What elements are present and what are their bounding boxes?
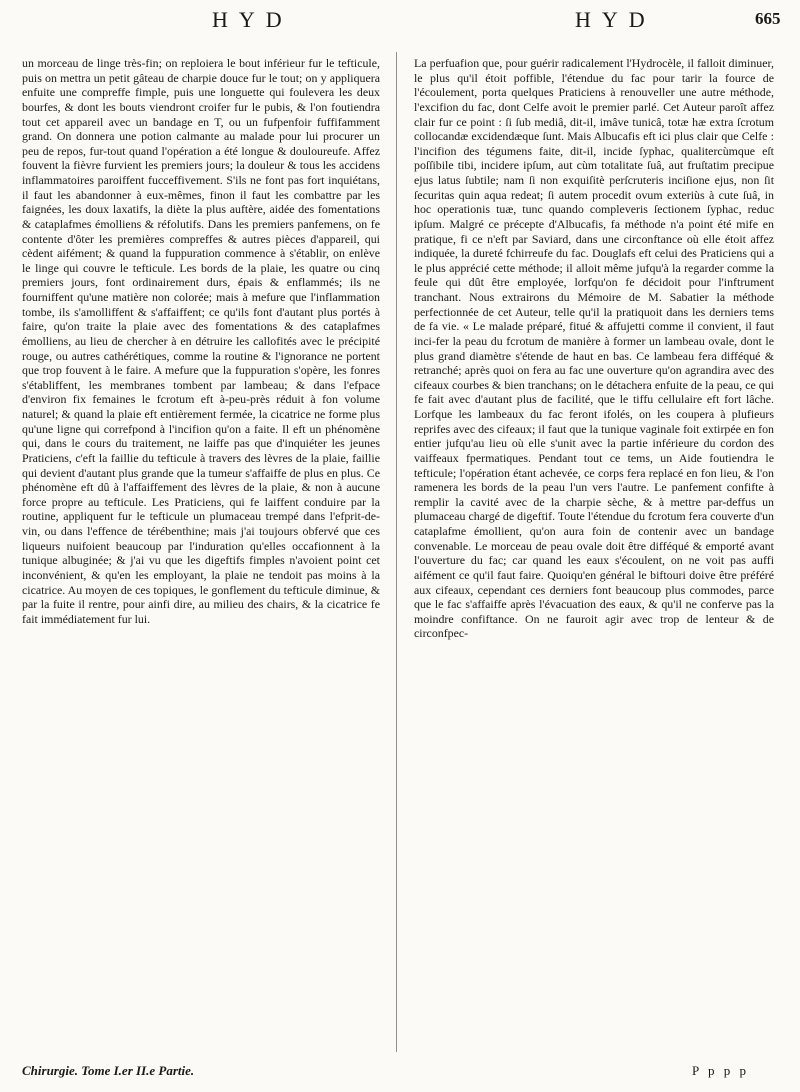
running-head-left: HYD xyxy=(212,7,293,32)
running-head-right: HYD xyxy=(575,7,656,32)
page-number: 665 xyxy=(755,9,781,28)
left-column-paragraph: un morceau de linge très-fin; on reploiera le bout inférieur fur le tefticule, puis on mettra un petit gâteau de charpie douce fur le tout; on y appliquera enfuite une compreffe fimple, puis une longuette qui foulevera les deux bourfes, & dont les bouts viendront croifer fur le pubis, & l'on foutiendra tout cet appareil avec un bandage en T, ou un fufpenfoir fuffifamment grand. On donnera une potion calmante au malade pour lui procurer un peu de repos, fur-tout quand l'opération a été longue & douloureufe. Affez fouvent la fièvre furvient les premiers jours; la douleur & tous les accidens inflammatoires paroiffent fucceffivement. S'ils ne font pas fort inquiétans, il faut les abandonner à eux-mêmes, finon il faut les combattre par les faignées, les doux laxatifs, la diète la plus auftère, aidée des fomentations & cataplafmes émolliens & réfolutifs. Dans les premiers panfemens, on fe contente d'ôter les premières compreffes & autres pièces d'appareil, qui cèdent aifément; & quand la fuppuration commence à s'établir, on enlève le linge qui couvre le tefticule. Les bords de la plaie, les quatre ou cinq premiers jours, font ordinairement durs, épais & enflammés; ils ne fourniffent qu'une matière non colorée; mais à mefure que l'inflammation tombe, ils s'amolliffent & s'affaiffent; ce qu'ils font d'autant plus portés à faire, qu'on traite la plaie avec des fomentations & des cataplafmes émolliens, au lieu de chercher à en détruire les callofités avec le précipité rouge, ou autres cathérétiques, comme la routine & l'ignorance ne portent que trop fouvent à le faire. A mefure que la fuppuration s'opère, les fonres s'établiffent, les membranes tombent par lambeau; & dans l'efpace d'environ fix femaines le fcrotum eft à-peu-près réduit à fon volume naturel; & quand la plaie eft entièrement fermée, la cicatrice ne forme plus qu'une ligne qui correfpond à l'incifion qu'on a faite. Il eft un phénomène qui, dans le cours du traitement, ne laiffe pas que d'inquiéter les jeunes Praticiens, c'eft la faillie du tefticule à travers des lèvres de la plaie, faillie qui devient d'autant plus grande que la tumeur s'affaiffe de plus en plus. Ce phénomène eft dû à l'affaiffement des lèvres de la plaie, & non à aucune force propre au tefticule. Les Praticiens, qui fe laiffent conduire par la routine, appliquent fur le tefticule un plumaceau trempé dans l'efprit-de-vin, ou dans l'effence de térébenthine; mais j'ai toujours obfervé que ces liqueurs nuifoient beaucoup par l'induration qu'elles occafionnent à la tunique albuginée; & j'ai vu que les digeftifs fimples n'avoient point cet inconvénient, & qu'en les employant, la plaie ne tendoit pas moins à la cicatrice. Au moyen de ces topiques, le gonflement du tefticule diminue, & par la fuite il rentre, pour ainfi dire, au milieu des chairs, & la cicatrice fe fait immédiatement fur lui. xyxy=(22,56,380,626)
signature-mark: P p p p xyxy=(692,1063,749,1078)
right-column-text xyxy=(414,56,774,641)
left-column-text xyxy=(22,56,380,626)
footer-title: Chirurgie. Tome I.er II.e Partie. xyxy=(22,1063,195,1078)
column-divider xyxy=(396,52,397,1052)
right-column-paragraph: La perfuafion que, pour guérir radicalement l'Hydrocèle, il falloit diminuer, le plus qu'il étoit poffible, l'étendue du fac pour tarir la fource de l'écoulement, porta quelques Praticiens à renouveller une autre méthode, l'excifion du fac, dont Celfe avoit le premier parlé. Cet Auteur paroît affez clair fur ce point : ſi ſub mediâ, dit-il, imâve tunicâ, totæ hæ extra ſcrotum collocandæ excidendæque ſunt. Mais Albucafis eft ici plus clair que Celfe : l'incifion des tégumens faite, dit-il, incide ſyphac, qualitercùmque eſt poſſibile tibi, incidere ipſum, aut cùm totalitate ſuâ, aut fruſtatim precipue ejus latus ſubtile; nam ſi non exquiſitè perſcruteris inciſione ejus, non ſit ſecuritas quin aqua redeat; ſi autem procedit ovum exteriùs à cute ſuâ, in hoc operationis tuæ, tunc quando compleveris ſectionem ſyphac, reduc ipſum. Malgré ce précepte d'Albucafis, fa méthode n'a point été mife en pratique, fi ce n'eft par Saviard, dans une circonftance où elle étoit affez indiquée, la dureté fchirreufe du fac. Douglafs eft celui des Praticiens qui a le plus apprécié cette méthode; il alloit même jufqu'à la regarder comme la feule qui dût être employée, lorfqu'on fe décidoit pour l'inftrument tranchant. Nous extrairons du Mémoire de M. Sabatier la méthode perfectionnée de cet Auteur, telle qu'il la pratiquoit dans les derniers tems de fa vie. « Le malade préparé, fitué & affujetti comme il convient, il faut inci-fer la peau du fcrotum de manière à former un lambeau ovale, dont le plus grand diamètre s'étende de haut en bas. Ce lambeau fera difféqué & retranché; après quoi on fera au fac une ouverture qu'on agrandira avec des cifeaux courbes & bien tranchans; on le détachera enfuite de la peau, ce qui fe fait avec d'autant plus de facilité, que le tiffu cellulaire eft fort lâche. Lorfque les lambeaux du fac feront ifolés, on les coupera à plufieurs reprifes avec des cifeaux; il faut que la tunique vaginale foit extirpée en fon entier jufqu'au lieu où elle s'unit avec la partie inférieure du cordon des vaiffeaux fpermatiques. Pendant tout ce tems, un Aide foutiendra le tefticule; l'opération étant achevée, ce corps fera replacé en fon lieu, & l'on ramenera les bords de la peau l'un vers l'autre. Le panfement confifte à remplir la cavité avec de la charpie sèche, & à mettre par-deffus un plumaceau chargé de digeftif. Toute l'étendue du fcrotum fera couverte d'un cataplafme émollient, qu'on aura foin de contenir avec un bandage convenable. Le morceau de peau ovale doit être difféqué & emporté avant l'ouverture du fac; car quand les eaux s'écoulent, on ne voit pas auffi aifément ce qu'il faut faire. Quoiqu'en général le biftouri doive être préféré aux cifeaux, cependant ces derniers font beaucoup plus commodes, parce que le fac s'affaiffe après l'évacuation des eaux, & qu'il ne conferve pas la moindre confiftance. On ne fauroit agir avec trop de lenteur & de circonfpec- xyxy=(414,56,774,641)
